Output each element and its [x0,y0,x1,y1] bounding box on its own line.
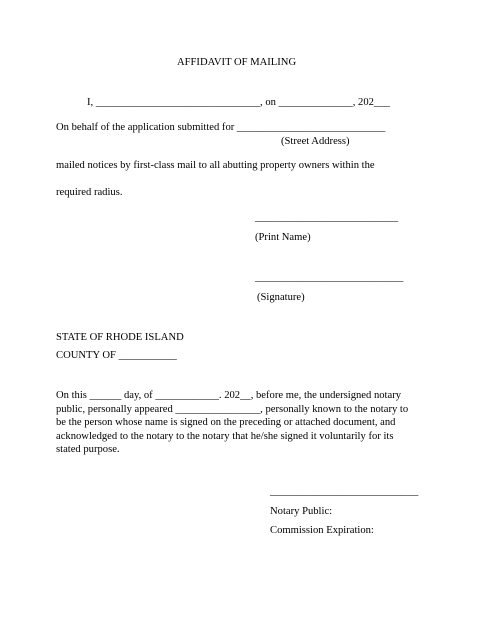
mailing-statement-line-2: required radius. [56,187,123,198]
notary-paragraph-line: On this ______ day, of ____________. 202__, before me, the undersigned notary [56,390,402,401]
commission-expiration-label: Commission Expiration: [270,525,374,536]
notary-paragraph-line: be the person whose name is signed on the preceding or attached document, and [56,417,396,429]
affiant-name-date-line: I, _______________________________, on ______________, 202___ [87,97,390,108]
mailing-statement-line: mailed notices by first-class mail to all abutting property owners within the [56,160,375,171]
signature-line: ____________________________ [255,272,404,283]
notary-paragraph [56,389,408,457]
notary-paragraph-line: stated purpose. [56,444,120,456]
notary-signature-line: ____________________________ [270,486,419,497]
signature-label: (Signature) [257,292,305,303]
notary-public-label: Notary Public: [270,506,333,517]
notary-paragraph-line: public, personally appeared ________________, personally known to the notary to [56,403,409,415]
notary-paragraph-line: acknowledged to the notary to the notary that he/she signed it voluntarily for its [56,430,394,442]
county-line: COUNTY OF ___________ [56,350,177,361]
document-title: AFFIDAVIT OF MAILING [177,57,297,68]
street-address-label: (Street Address) [281,136,350,147]
print-name-label: (Print Name) [255,232,311,243]
print-name-line: ___________________________ [255,212,399,223]
state-heading: STATE OF RHODE ISLAND [56,332,184,343]
application-line: On behalf of the application submitted for ____________________________ [56,122,386,133]
